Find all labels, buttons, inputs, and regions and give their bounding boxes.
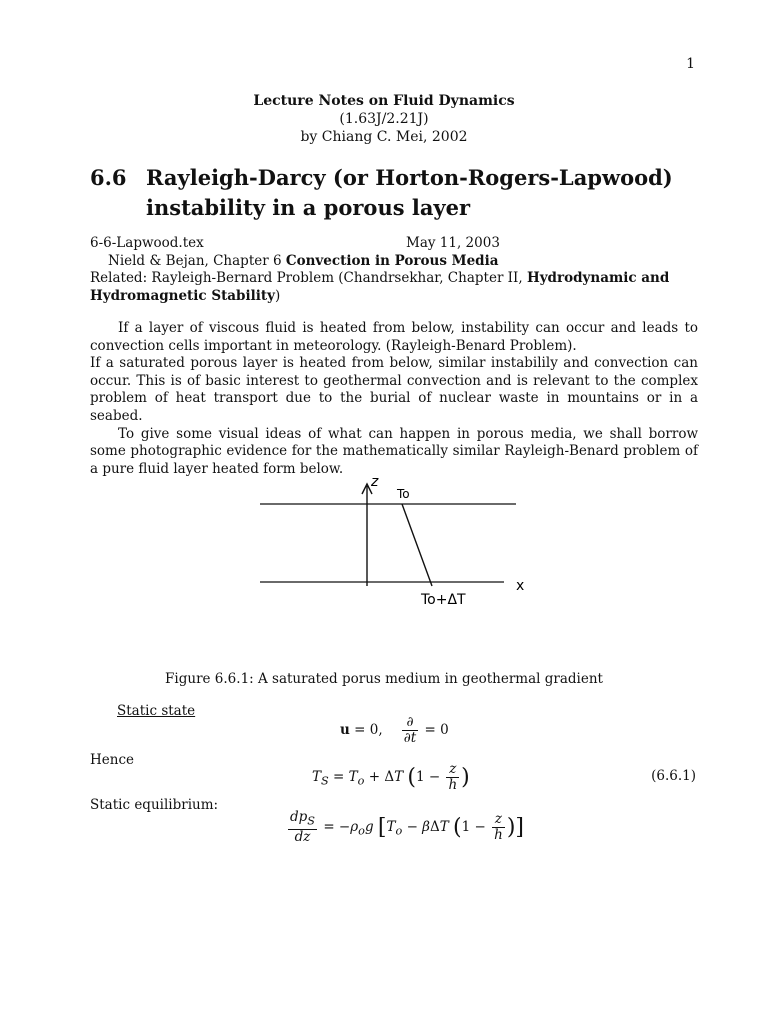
header-author: by Chiang C. Mei, 2002 xyxy=(300,129,468,145)
source-file: 6-6-Lapwood.tex xyxy=(90,235,204,251)
equation-number: (6.6.1) xyxy=(651,768,696,784)
section-heading xyxy=(90,163,700,223)
document-meta xyxy=(90,235,700,305)
reference-book: Convection in Porous Media xyxy=(285,252,499,269)
section-title: Rayleigh-Darcy (or Horton-Rogers-Lapwood) instability in a porous layer xyxy=(146,165,673,220)
temperature-profile-line xyxy=(402,504,432,586)
bottom-temperature-label: To+ΔT xyxy=(421,592,466,608)
related-line xyxy=(90,270,700,305)
header-course: (1.63J/2.21J) xyxy=(339,111,429,127)
top-temperature-label: To xyxy=(397,487,410,501)
static-state-heading: Static state xyxy=(117,703,196,719)
equation-temperature: $T_S = T_o + \Delta T$ (1 − $\frac{z}{h}$ ) xyxy=(312,761,470,793)
reference-prefix: Nield & Bejan, Chapter 6 xyxy=(108,252,286,269)
header-title: Lecture Notes on Fluid Dynamics xyxy=(253,93,515,109)
body-text xyxy=(90,320,698,478)
figure-caption: Figure 6.6.1: A saturated porus medium in geothermal gradient xyxy=(165,671,603,687)
z-axis-label: z xyxy=(371,474,379,490)
paragraph-2: If a saturated porous layer is heated from below, similar instabilily and convection can occur. This is of basic interest to geothermal convection and is relevant to the complex problem of heat transport due to the burial of nuclear waste in mountains or in a seabed. xyxy=(90,355,698,424)
related-book: Hydrodynamic and Hydromagnetic Stability xyxy=(90,270,670,304)
doc-date: May 11, 2003 xyxy=(406,235,500,251)
related-prefix: Related: Rayleigh-Bernard Problem (Chandrsekhar, Chapter II, xyxy=(90,270,527,286)
hence-label: Hence xyxy=(90,752,135,768)
equation-static: u = 0, $\frac{\partial}{\partial t}$ = 0 xyxy=(340,714,449,746)
x-axis-label: x xyxy=(516,578,525,594)
equation-pressure: $\frac{dp_S}{dz}$ = $-\rho_og$ [$T_o - \beta\Delta T$ (1 − $\frac{z}{h}$ )] xyxy=(290,809,525,845)
paragraph-1: If a layer of viscous fluid is heated from below, instability can occur and leads to convection cells important in meteorology. (Rayleigh-Benard Problem). xyxy=(90,320,698,354)
reference-line xyxy=(90,253,700,271)
paragraph-3: To give some visual ideas of what can happen in porous media, we shall borrow some photographic evidence for the mathematically similar Rayleigh-Benard problem of a pure fluid layer heated form below. xyxy=(90,425,698,477)
page-number: 1 xyxy=(686,56,695,72)
related-suffix: ) xyxy=(274,287,281,304)
static-equilibrium-label: Static equilibrium: xyxy=(90,797,219,813)
section-number: 6.6 xyxy=(90,165,127,190)
geothermal-gradient-figure xyxy=(258,470,538,620)
lecture-header xyxy=(0,92,768,146)
